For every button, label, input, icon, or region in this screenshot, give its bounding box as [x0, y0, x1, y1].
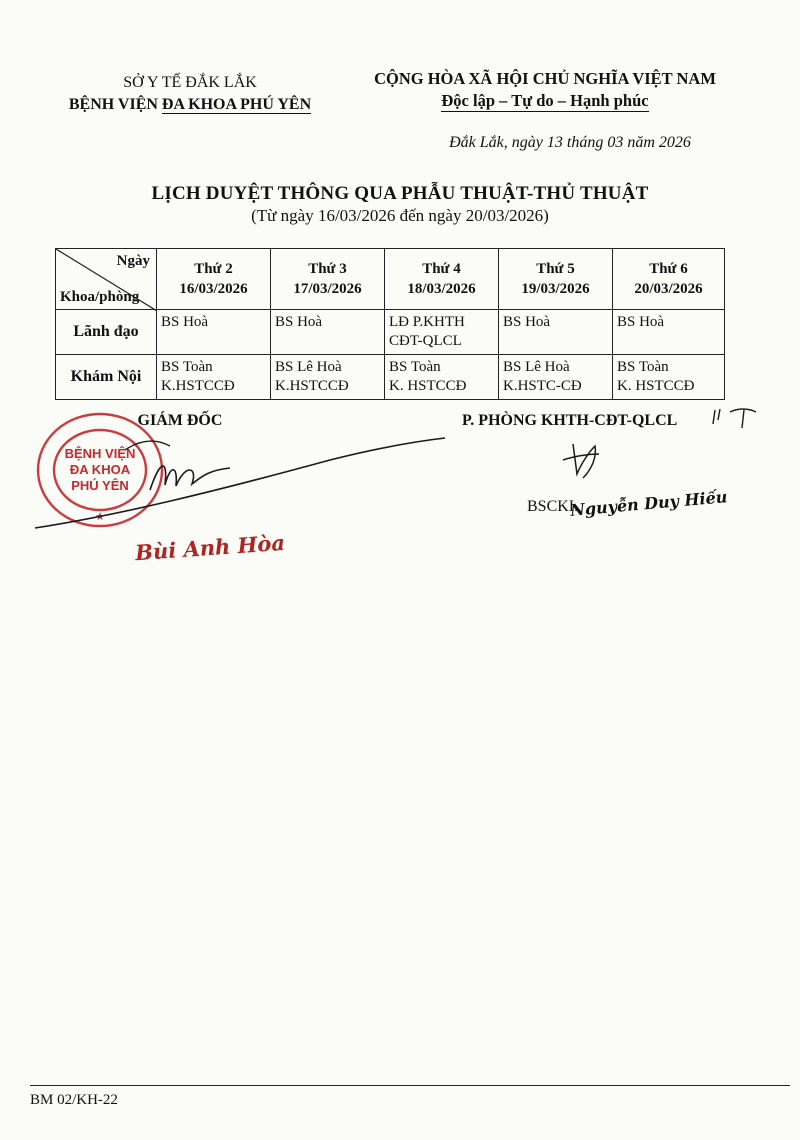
cell-line: BS Lê Hoà [275, 359, 342, 375]
national-motto-text: Độc lập – Tự do – Hạnh phúc [441, 91, 649, 110]
cell-line: K.HSTCCĐ [275, 378, 349, 394]
cell-line: K. HSTCCĐ [389, 378, 467, 394]
day-header [157, 249, 271, 310]
director-name: Bùi Anh Hòa [134, 529, 286, 566]
day-header [271, 249, 385, 310]
date-line: Đắk Lắk, ngày 13 tháng 03 năm 2026 [449, 134, 691, 151]
initials-mark [710, 404, 760, 432]
director-signature [30, 420, 450, 540]
cell-line: BS Toàn [389, 359, 441, 375]
day-name: Thứ 6 [649, 261, 688, 277]
table-cell [613, 355, 725, 400]
national-title: CỘNG HÒA XÃ HỘI CHỦ NGHĨA VIỆT NAM [374, 69, 716, 88]
day-name: Thứ 4 [422, 261, 461, 277]
schedule-table [55, 248, 725, 400]
day-date: 17/03/2026 [293, 281, 362, 297]
cell-line: BS Toàn [161, 359, 213, 375]
cell-line: BS Hoà [275, 314, 323, 330]
table-cell [613, 310, 725, 355]
department-head-name: Nguyễn Duy Hiếu [569, 487, 729, 520]
cell-line: CĐT-QLCL [389, 333, 462, 349]
table-row [56, 310, 725, 355]
department-head-title: P. PHÒNG KHTH-CĐT-QLCL [462, 412, 678, 429]
department-head-degree: BSCKI. [527, 498, 579, 515]
day-name: Thứ 5 [536, 261, 575, 277]
row-label: Khám Nội [56, 355, 157, 400]
cell-line: BS Lê Hoà [503, 359, 570, 375]
table-cell [157, 310, 271, 355]
table-cell [271, 355, 385, 400]
form-code: BM 02/KH-22 [30, 1085, 790, 1109]
national-motto [360, 90, 730, 112]
department-head-signature [555, 438, 625, 488]
hospital-name-prefix: BỆNH VIỆN [68, 96, 162, 113]
header-left [60, 72, 320, 116]
table-cell [499, 355, 613, 400]
director-title: GIÁM ĐỐC [137, 412, 223, 429]
cell-line: K.HSTCCĐ [161, 378, 235, 394]
day-date: 18/03/2026 [407, 281, 476, 297]
table-row [56, 355, 725, 400]
cell-line: BS Hoà [161, 314, 209, 330]
day-name: Thứ 3 [308, 261, 347, 277]
cell-line: K.HSTC-CĐ [503, 378, 582, 394]
corner-label-day: Ngày [116, 253, 150, 269]
day-header [499, 249, 613, 310]
document-title: LỊCH DUYỆT THÔNG QUA PHẪU THUẬT-THỦ THUẬT [151, 183, 649, 204]
stamp-line-1: BỆNH VIỆN [64, 446, 136, 461]
day-header [385, 249, 499, 310]
table-cell [157, 355, 271, 400]
day-header [613, 249, 725, 310]
hospital-name-underlined: ĐA KHOA PHÚ YÊN [161, 96, 312, 113]
day-date: 19/03/2026 [521, 281, 590, 297]
cell-line: BS Hoà [617, 314, 665, 330]
day-name: Thứ 2 [194, 261, 233, 277]
document-subtitle: (Từ ngày 16/03/2026 đến ngày 20/03/2026) [251, 206, 549, 225]
cell-line: BS Hoà [503, 314, 551, 330]
day-date: 20/03/2026 [634, 281, 703, 297]
table-cell [385, 355, 499, 400]
stamp-line-2: ĐA KHOA [69, 462, 131, 477]
corner-label-department: Khoa/phòng [60, 289, 140, 305]
day-date: 16/03/2026 [179, 281, 248, 297]
hospital-name [60, 94, 320, 116]
corner-cell [56, 249, 157, 310]
table-header-row [56, 249, 725, 310]
stamp-line-3: PHÚ YÊN [71, 478, 129, 493]
cell-line: LĐ P.KHTH [389, 314, 465, 330]
table-cell [499, 310, 613, 355]
header-right [360, 68, 730, 112]
stamp-star-icon: ★ [95, 511, 105, 523]
department-of-health: SỞ Y TẾ ĐẮK LẮK [123, 74, 257, 91]
cell-line: BS Toàn [617, 359, 669, 375]
row-label: Lãnh đạo [56, 310, 157, 355]
table-cell [271, 310, 385, 355]
cell-line: K. HSTCCĐ [617, 378, 695, 394]
table-cell [385, 310, 499, 355]
